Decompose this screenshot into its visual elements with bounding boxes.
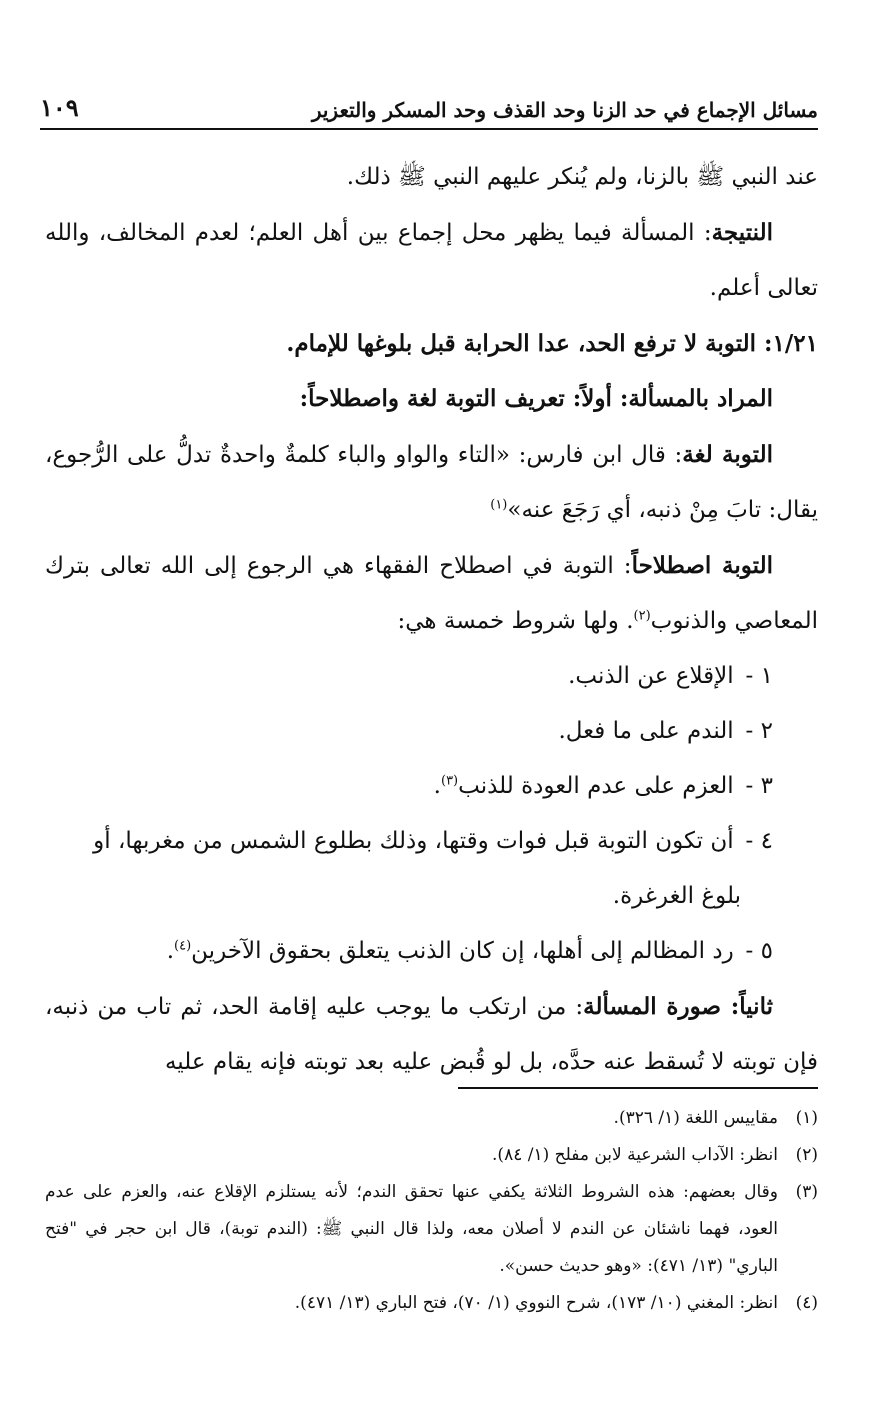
condition-item: ١ - الإقلاع عن الذنب.: [568, 663, 773, 689]
meaning-label: المراد بالمسألة: [628, 385, 773, 412]
footnote: (٢)انظر: الآداب الشرعية لابن مفلح (١/ ٨٤).: [492, 1145, 818, 1165]
paragraph-meaning: المراد بالمسألة: أولاً: تعريف التوبة لغة واصطلاحاً:: [299, 385, 773, 412]
paragraph-linguistic: التوبة لغة: قال ابن فارس: «التاء والواو والباء كلمةٌ واحدةٌ تدلُّ على الرُّجوع، يقال: تابَ مِنْ ذنبه، أي رَجَعَ عنه»$^{(١)}$: [45, 441, 818, 523]
footnote: (١)مقاييس اللغة (١/ ٣٢٦).: [613, 1108, 818, 1128]
page-number: ١٠٩: [40, 93, 79, 122]
footnote-ref-2[interactable]: (٢): [633, 608, 651, 624]
issue-heading: ١/٢١: التوبة لا ترفع الحد، عدا الحرابة قبل بلوغها للإمام.: [286, 330, 818, 357]
paragraph-form: ثانياً: صورة المسألة: من ارتكب ما يوجب عليه إقامة الحد، ثم تاب من ذنبه، فإن توبته لا تُسقط عنه حدَّه، بل لو قُبض عليه بعد توبته فإنه يقام عليه: [45, 993, 818, 1075]
condition-item: ٢ - الندم على ما فعل.: [558, 718, 773, 744]
footnote: (٤)انظر: المغني (١٠/ ١٧٣)، شرح النووي (١/ ٧٠)، فتح الباري (١٣/ ٤٧١).: [294, 1293, 818, 1313]
condition-item: ٤ - أن تكون التوبة قبل فوات وقتها، وذلك بطلوع الشمس من مغربها، أو: [93, 828, 773, 854]
paragraph-continuation: عند النبي ﷺ بالزنا، ولم يُنكر عليهم النبي ﷺ ذلك.: [346, 164, 818, 190]
footnote-ref-3[interactable]: (٣): [440, 773, 459, 789]
technical-label: التوبة اصطلاحاً: [631, 552, 773, 579]
condition-item: ٣ - العزم على عدم العودة للذنب$^{(٣)}$.: [433, 773, 773, 799]
running-title: مسائل الإجماع في حد الزنا وحد القذف وحد المسكر والتعزير: [311, 98, 818, 122]
main-text: [45, 150, 818, 1090]
form-label: ثانياً: صورة المسألة: [583, 993, 773, 1020]
page-header: [40, 80, 818, 130]
footnote-divider: [458, 1087, 818, 1089]
footnote-ref-1[interactable]: (١): [490, 497, 508, 513]
paragraph-technical: التوبة اصطلاحاً: التوبة في اصطلاح الفقهاء هي الرجوع إلى الله تعالى بترك المعاصي والذنوب$^{(٢)}$. ولها شروط خمسة هي:: [45, 552, 818, 634]
linguistic-label: التوبة لغة: [682, 441, 773, 468]
paragraph-result: النتيجة: المسألة فيما يظهر محل إجماع بين أهل العلم؛ لعدم المخالف، والله تعالى أعلم.: [45, 219, 818, 301]
result-label: النتيجة: [711, 219, 773, 246]
footnote-ref-4[interactable]: (٤): [174, 938, 192, 954]
footnote: (٣)وقال بعضهم: هذه الشروط الثلاثة يكفي عنها تحقق الندم؛ لأنه يستلزم الإقلاع عنه، والعزم على عدم العود، فهما ناشئان عن الندم لا أصلان معه، ولذا قال النبي ﷺ: (الندم توبة)، قال ابن حجر في "فتح الباري" (١٣/ ٤٧١): «وهو حديث حسن».: [45, 1182, 818, 1276]
footnotes: [45, 1100, 818, 1322]
condition-item: ٥ - رد المظالم إلى أهلها، إن كان الذنب يتعلق بحقوق الآخرين$^{(٤)}$.: [166, 938, 773, 964]
condition-item-continued: بلوغ الغرغرة.: [612, 883, 741, 909]
